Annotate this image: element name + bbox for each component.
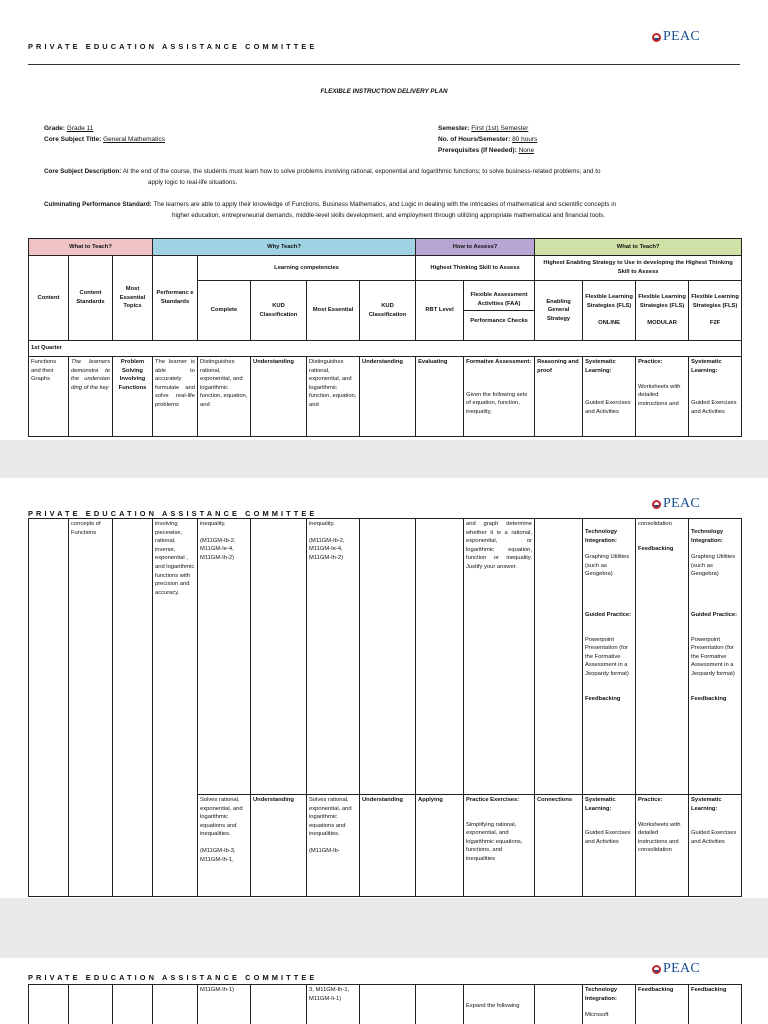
cell-online-title: Systematic Learning:	[585, 359, 616, 374]
header-kud-1: KUD Classification	[251, 281, 307, 341]
cell-essential-2	[307, 795, 360, 897]
cell-complete-2b: (M11GM-Ib-3, M11GM-Ih-1,	[200, 847, 236, 863]
core-title-value: General Mathematics	[103, 136, 165, 143]
cell-online-2-text: Guided Exercises and Activities	[585, 830, 631, 845]
page-1	[0, 0, 768, 440]
org-header: PRIVATE EDUCATION ASSISTANCE COMMITTEE	[28, 973, 318, 982]
cell-kud-1-2: Understanding	[251, 795, 307, 897]
header-online: ONLINE	[598, 320, 621, 327]
cell-complete-a: inequality.	[200, 521, 226, 527]
standard-line-2: higher education, entrepreneurial demands, middle-level skills development, and employment through utilizing appropriate mathematical and financial tools.	[172, 211, 605, 219]
peac-logo-text: PEAC	[663, 29, 700, 44]
header-kud-2: KUD Classification	[360, 281, 416, 341]
cell-modular-cont	[636, 519, 689, 795]
header-what-to-teach-2: What to Teach?	[535, 239, 742, 256]
cell-topic: Problem Solving Involving Functions	[113, 357, 153, 437]
cell-f2f-2-text: Guided Exercises and Activities	[691, 830, 737, 845]
cell-enabling-p3	[535, 985, 583, 1024]
cell-f2f-t3: Feedbacking	[691, 695, 727, 702]
hours-value: 80 hours	[512, 136, 538, 143]
cell-complete-b: (M11GM-Ib-2, M11GM-Ie-4, M11GM-Ih-2)	[200, 537, 236, 561]
header-complete: Complete	[198, 281, 251, 341]
header-why-teach: Why Teach?	[153, 239, 416, 256]
cell-enabling-2: Connections	[535, 795, 583, 897]
header-fls-modular	[636, 281, 689, 341]
cell-online-t1: Technology Integration:	[585, 529, 618, 544]
cell-faa-title: Formative Assessment:	[466, 359, 532, 365]
header-fls-f2f	[689, 281, 742, 341]
cell-essential-cont	[307, 519, 360, 795]
grade-label: Grade:	[44, 125, 65, 132]
cell-modular-2-text: Worksheets with detailed instructions and consolidation	[638, 821, 681, 854]
description-line-1: At the end of the course, the students must learn how to solve problems involving rational, exponential and logarithmic functions; to solve business-related problems; and to	[122, 168, 601, 175]
cell-faa	[464, 357, 535, 437]
cell-performance-cont: involving piecewise, rational, inverse, exponential , and logarithmic functions with precision and accuracy.	[153, 519, 198, 897]
header-fls-online	[583, 281, 636, 341]
cell-f2f-2	[689, 795, 742, 897]
cell-complete-2a: Solves rational, exponential, and logarithmic equations and inequalities.	[200, 797, 243, 838]
cell-f2f-cont	[689, 519, 742, 795]
cell-essential-a: inequality.	[309, 521, 335, 527]
cell-kud-2: Understanding	[360, 357, 416, 437]
cell-faa-2-text: Simplifying rational, exponential, and logarithmic equations, functions, and inequalities	[466, 821, 523, 862]
cell-f2f-title: Systematic Learning:	[691, 359, 722, 374]
page-3	[0, 958, 768, 1024]
cell-enabling-cont	[535, 519, 583, 795]
cell-essential-2a: Solves rational, exponential, and logarithmic equations and inequalities.	[309, 797, 352, 838]
cell-kud-1: Understanding	[251, 357, 307, 437]
peac-logo	[652, 29, 700, 45]
standard-label: Culminating Performance Standard:	[44, 201, 152, 208]
cell-modular-p3: Feedbacking	[636, 985, 689, 1024]
header-faa	[464, 281, 535, 341]
cell-f2f	[689, 357, 742, 437]
cell-kud-2-p3	[360, 985, 416, 1024]
cell-modular-text: Worksheets with detailed instructions and	[638, 383, 681, 407]
peac-logo-text: PEAC	[663, 496, 700, 511]
cell-modular-t1: Feedbacking	[638, 545, 674, 552]
cell-enabling: Reasoning and proof	[535, 357, 583, 437]
header-fls-f2f-label: Flexible Learning Strategies (FLS)	[691, 294, 739, 309]
peac-logo-text: PEAC	[663, 961, 700, 976]
cell-kud-2-cont	[360, 519, 416, 795]
cell-f2f-x1: Graphing Utilities (such as Geogebra)	[691, 554, 736, 578]
cell-content-p3	[29, 985, 69, 1024]
cell-faa-2	[464, 795, 535, 897]
cell-essential-b: (M11GM-Ib-2, M11GM-Ie-4, M11GM-Ih-2)	[309, 537, 345, 561]
cell-modular-x0: consolidation	[638, 521, 672, 527]
cell-online-p3-text: Microsoft	[585, 1012, 609, 1019]
cell-complete-p3: M11GM-Ih-1)	[198, 985, 251, 1024]
header-f2f: F2F	[709, 320, 721, 327]
peac-logo-mark-icon	[652, 965, 661, 974]
cell-f2f-2-title: Systematic Learning:	[691, 797, 722, 812]
cell-f2f-t2: Guided Practice:	[691, 611, 738, 618]
header-fls-modular-label: Flexible Learning Strategies (FLS)	[638, 294, 686, 309]
quarter-row: 1st Quarter	[29, 341, 742, 357]
table-row	[29, 357, 742, 437]
header-performance-checks: Performance Checks	[470, 318, 528, 325]
header-rbt-level: RBT Level	[416, 281, 464, 341]
cell-online-t2: Guided Practice:	[585, 611, 632, 618]
fidp-table-continued-2	[28, 984, 742, 1024]
cell-faa-text: Given the following sets of equation, function, inequality,	[466, 391, 528, 415]
cell-kud-1-cont	[251, 519, 307, 795]
peac-logo	[652, 496, 700, 512]
peac-logo-mark-icon	[652, 33, 661, 42]
cell-faa-cont: and graph determine whether it is a rational, exponential, or logarithmic equation, function or inequality. Justify your answer.	[464, 519, 535, 795]
semester-value: First (1st) Semester	[471, 125, 529, 132]
grade-value: Grade 11	[66, 125, 94, 132]
header-performance-standards: Performanc e Standards	[153, 256, 198, 341]
document-title: FLEXIBLE INSTRUCTION DELIVERY PLAN	[320, 88, 448, 95]
header-modular: MODULAR	[647, 320, 677, 327]
core-title-label: Core Subject Title:	[44, 136, 102, 143]
page-2	[0, 478, 768, 898]
cell-f2f-x2: Powerpoint Presentation (for the Formative Assessment in a Jeopardy format)	[691, 636, 735, 677]
page-gap	[0, 440, 768, 478]
cell-rbt-p3	[416, 985, 464, 1024]
table-row	[29, 519, 742, 795]
header-enabling-general: Enabling General Strategy	[535, 281, 583, 341]
page-gap	[0, 898, 768, 958]
org-header: PRIVATE EDUCATION ASSISTANCE COMMITTEE	[28, 509, 318, 518]
standard-line-1: The learners are able to apply their knowledge of Functions, Business Mathematics, and Logic in dealing with the intricacies of mathematical and scientific concepts in	[153, 201, 617, 208]
cell-performance-p3	[153, 985, 198, 1024]
cell-modular	[636, 357, 689, 437]
cell-complete: Distinguishes rational, exponential, and logarithmic function, equation, and	[198, 357, 251, 437]
cell-essential-2b: (M11GM-Ib-	[309, 847, 340, 854]
cell-online-2-title: Systematic Learning:	[585, 797, 616, 812]
cell-essential: Distinguishes rational, exponential, and logarithmic function, equation, and	[307, 357, 360, 437]
cell-online-text: Guided Exercises and Activities	[585, 400, 631, 415]
cell-kud-1-p3	[251, 985, 307, 1024]
header-how-to-assess: How to Assess?	[416, 239, 535, 256]
grade-info	[44, 123, 165, 145]
semester-label: Semester:	[438, 125, 470, 132]
cell-topic-cont	[113, 519, 153, 897]
peac-logo-mark-icon	[652, 500, 661, 509]
header-most-essential: Most Essential	[307, 281, 360, 341]
fidp-table	[28, 238, 742, 437]
hours-label: No. of Hours/Semester:	[438, 136, 511, 143]
header-what-to-teach: What to Teach?	[29, 239, 153, 256]
header-fls-online-label: Flexible Learning Strategies (FLS)	[585, 294, 633, 309]
cell-online-2	[583, 795, 636, 897]
cell-complete-cont	[198, 519, 251, 795]
cell-faa-p3	[464, 985, 535, 1024]
cell-kud-2-2: Understanding	[360, 795, 416, 897]
cell-performance: The learner is able to accurately formulate and solve real-life problems	[153, 357, 198, 437]
core-subject-description	[44, 167, 740, 188]
prereq-value: None	[518, 147, 535, 154]
culminating-standard	[44, 200, 740, 221]
cell-rbt: Evaluating	[416, 357, 464, 437]
cell-f2f-text: Guided Exercises and Activities	[691, 400, 737, 415]
cell-modular-title: Practice:	[638, 359, 663, 365]
cell-online-p3	[583, 985, 636, 1024]
cell-online-cont	[583, 519, 636, 795]
fidp-table-continued	[28, 518, 742, 897]
cell-content: Functions and their Graphs	[29, 357, 69, 437]
cell-online-x2: Powerpoint Presentation (for the Formative Assessment in a Jeopardy format)	[585, 636, 629, 677]
cell-online-t3: Feedbacking	[585, 695, 621, 702]
cell-f2f-p3: Feedbacking	[689, 985, 742, 1024]
cell-faa-p3-text: Expand the following	[466, 1003, 520, 1009]
semester-info	[438, 123, 537, 156]
cell-essential-p3: 3, M11GM-Ih-1, M11GM-Ii-1)	[307, 985, 360, 1024]
cell-modular-2-title: Practice:	[638, 797, 663, 803]
header-learning-competencies: Learning competencies	[198, 256, 416, 281]
header-highest-thinking: Highest Thinking Skill to Assess	[416, 256, 535, 281]
cell-online-p3-title: Technology Integration:	[585, 987, 618, 1002]
cell-online-x1: Graphing Utilities (such as Geogebra)	[585, 554, 630, 578]
cell-content-cont	[29, 519, 69, 897]
cell-f2f-t1: Technology Integration:	[691, 529, 724, 544]
cell-content-standard: The learners demonstra te the understan ding of the key	[69, 357, 113, 437]
cell-topic-p3	[113, 985, 153, 1024]
org-header: PRIVATE EDUCATION ASSISTANCE COMMITTEE	[28, 42, 318, 51]
peac-logo	[652, 961, 700, 977]
description-label: Core Subject Description:	[44, 168, 122, 175]
header-divider	[28, 64, 740, 65]
cell-rbt-cont	[416, 519, 464, 795]
cell-complete-2	[198, 795, 251, 897]
header-content-standards: Content Standards	[69, 256, 113, 341]
cell-content-standard-p3	[69, 985, 113, 1024]
cell-online	[583, 357, 636, 437]
cell-faa-2-title: Practice Exercises:	[466, 797, 520, 803]
prereq-label: Prerequisites (If Needed):	[438, 147, 517, 154]
header-content: Content	[29, 256, 69, 341]
table-row	[29, 985, 742, 1024]
header-highest-enabling: Highest Enabling Strategy to Use in developing the Highest Thinking Skill to Assess	[535, 256, 742, 281]
header-most-essential-topics: Most Essential Topics	[113, 256, 153, 341]
header-faa-title: Flexible Assessment Activities (FAA)	[464, 289, 534, 311]
cell-modular-2	[636, 795, 689, 897]
cell-rbt-2: Applying	[416, 795, 464, 897]
description-line-2: apply logic to real-life situations.	[148, 178, 238, 186]
cell-content-standard-cont: concepts of Functions	[69, 519, 113, 897]
